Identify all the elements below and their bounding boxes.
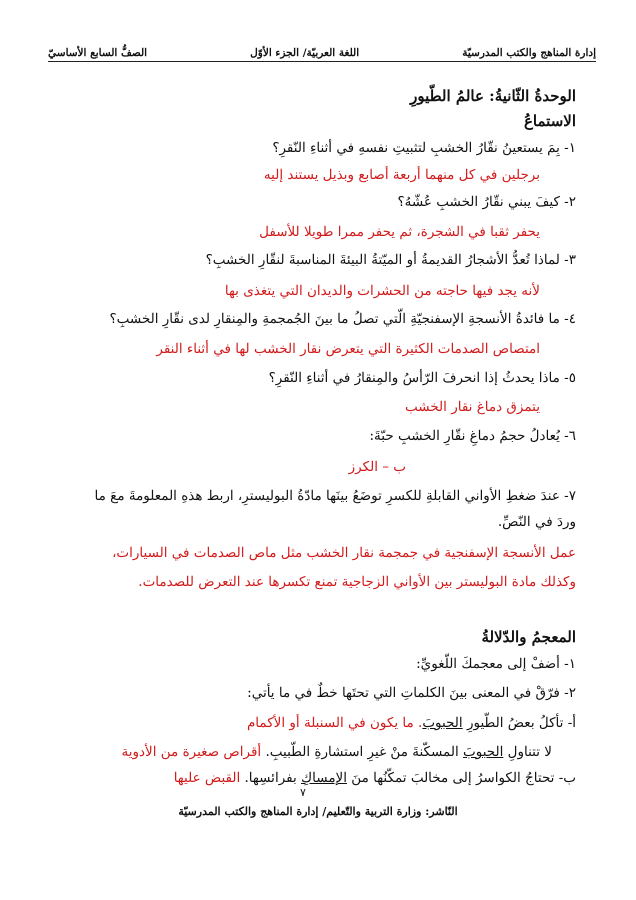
alif-b-underlined-word: الحبوبَ [463, 744, 504, 760]
ba-label: ب- [558, 770, 576, 786]
alif-b-answer: أقراص صغيرة من الأدوية [121, 744, 262, 760]
lexicon-alif-line2 [122, 742, 553, 762]
listening-question-3: ٣- لماذا تُعدُّ الأشجارُ القديمةُ أو الميّتةُ البيئةَ المناسبةَ لنقّارِ الخشبِ؟ [205, 252, 576, 268]
page-number: ٧ [300, 786, 306, 799]
ba-answer: القبض عليها [173, 770, 241, 786]
ba-text-start: تحتاجُ الكواسرُ إلى مخالبَ تمكّنُها منَ [351, 770, 555, 786]
listening-question-4: ٤- ما فائدةُ الأنسجةِ الإسفنجيّةِ الّتي تصلُ ما بينَ الجُمجمةِ والمِنقارِ لدى نقّارِ الخشبِ؟ [109, 311, 576, 327]
listening-question-5: ٥- ماذا يحدثُ إذا انحرفَ الرّأسُ والمِنقارُ في أثناءِ النّقرِ؟ [268, 370, 576, 386]
listening-question-1: ١- بِمَ يستعينُ نقّارُ الخشبِ لتثبيتِ نفسهِ في أثناءِ النّقرِ؟ [272, 140, 576, 156]
header-publisher: إدارة المناهج والكتب المدرسيّة [462, 47, 596, 59]
alif-label: أ- [567, 715, 576, 731]
page-header [48, 40, 596, 62]
listening-question-2: ٢- كيفَ يبني نقّارُ الخشبِ عُشّهُ؟ [397, 194, 576, 210]
lexicon-ba-line [174, 768, 576, 788]
listening-answer-7-line2: وكذلك مادة البوليستر بين الأواني الزجاجية تمنع تكسرها عند التعرض للصدمات. [138, 574, 576, 590]
listening-answer-5: يتمزق دماغ نقار الخشب [405, 399, 540, 415]
alif-a-underlined-word: الحبوبَ [422, 715, 463, 731]
unit-title: الوحدةُ الثّانيةُ: عالمُ الطّيورِ [410, 87, 576, 105]
listening-question-7: ٧- عندَ ضغطِ الأواني القابلةِ للكسرِ توضَعُ بينَها مادّةُ البوليسترِ، اربط هذهِ المعلومةَ معَ ما [94, 488, 576, 504]
ba-text-end: بفرائسِها. [244, 770, 297, 786]
alif-a-answer: . ما يكون في السنبلة أو الأكمام [246, 715, 423, 731]
listening-answer-2: يحفر ثقبا في الشجرة، ثم يحفر ممرا طويلا للأسفل [259, 224, 540, 240]
listening-answer-1: برجلين في كل منهما أربعة أصابع وبذيل يستند إليه [263, 167, 540, 183]
header-subject: اللغة العربيّة/ الجزء الأوّل [250, 47, 360, 59]
section-lexicon-heading: المعجمُ والدّلالةُ [481, 628, 576, 646]
header-grade: الصفُّ السابع الأساسيّ [48, 47, 148, 59]
lexicon-alif-line1 [247, 713, 576, 733]
alif-b-text-start: لا تتناولِ [507, 744, 552, 760]
page-footer: النّاشر: وزارة التربية والتّعليم/ إدارة المناهج والكتب المدرسيّة [178, 805, 458, 818]
ba-underlined-word: الإمساكِ [301, 770, 347, 786]
listening-answer-6: ب – الكرز [348, 459, 406, 475]
alif-a-text: تأكلُ بعضُ الطّيورِ [466, 715, 564, 731]
lexicon-item-1: ١- أضفْ إلى معجمكَ اللّغويِّ: [416, 656, 576, 672]
alif-b-text-end: المسكّنةَ منْ غيرِ استشارةِ الطّبيبِ. [265, 744, 459, 760]
listening-answer-7-line1: عمل الأنسجة الإسفنجية في جمجمة نقار الخشب مثل ماص الصدمات في السيارات، [112, 545, 576, 561]
section-listening-heading: الاستماعُ [523, 112, 576, 130]
lexicon-item-2: ٢- فرّقْ في المعنى بينَ الكلماتِ التي تحتَها خطٌ في ما يأتي: [247, 685, 576, 701]
listening-question-7-cont: وردَ في النّصِّ. [497, 514, 576, 530]
listening-answer-3: لأنه يجد فيها حاجته من الحشرات والديدان التي يتغذى بها [224, 283, 540, 299]
listening-question-6: ٦- يُعادلُ حجمُ دماغِ نقّارِ الخشبِ حبّةَ: [369, 428, 576, 444]
listening-answer-4: امتصاص الصدمات الكثيرة التي يتعرض نقار الخشب لها في أثناء النقر [156, 341, 540, 357]
